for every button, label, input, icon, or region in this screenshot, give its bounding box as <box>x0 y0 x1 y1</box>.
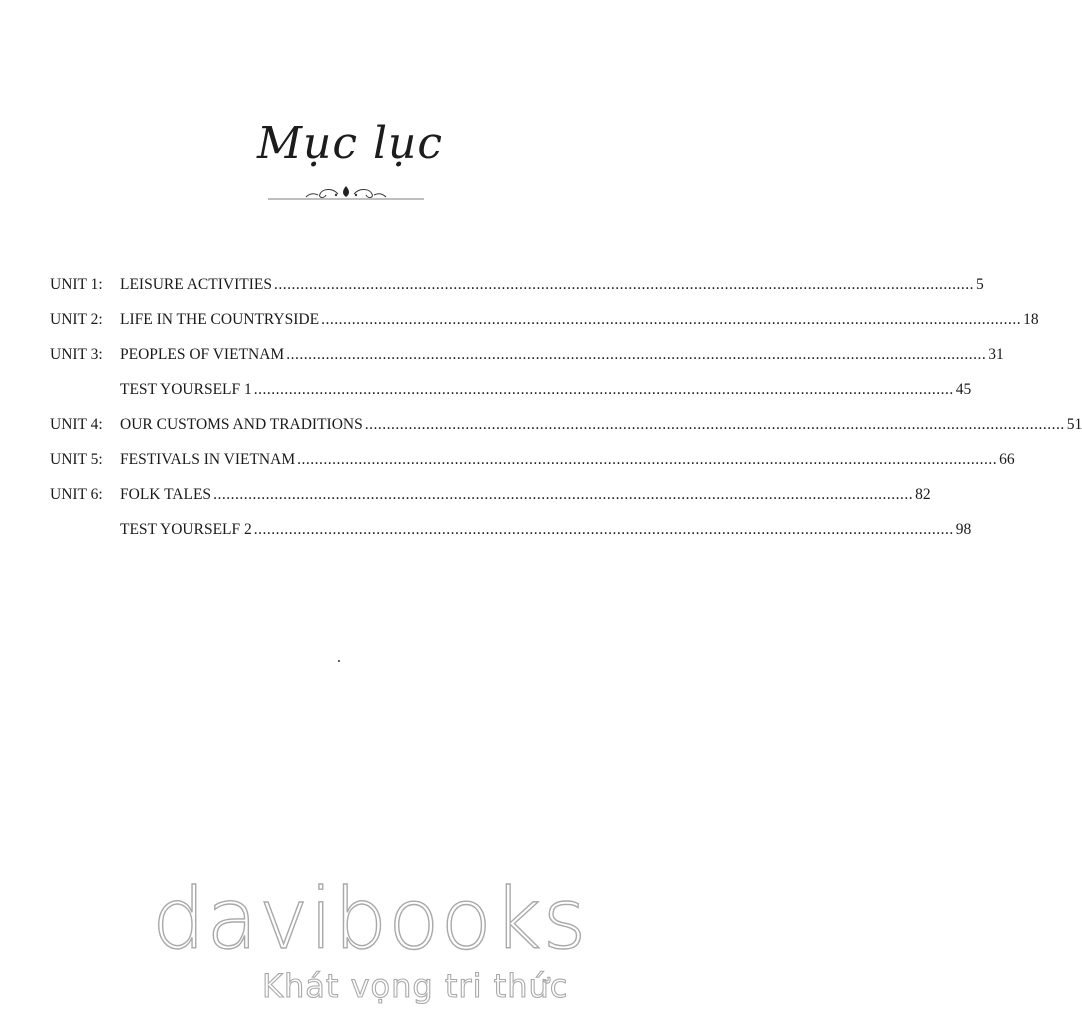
table-of-contents <box>50 276 1082 556</box>
toc-dot-leader: ................................................................................................................................................................ <box>297 451 998 468</box>
toc-dot-leader: ................................................................................................................................................................ <box>213 486 914 503</box>
toc-entry-unit-2[interactable] <box>50 311 1039 346</box>
toc-dot-leader: ................................................................................................................................................................ <box>253 521 954 538</box>
toc-title: TEST YOURSELF 2 <box>120 521 252 538</box>
toc-unit-label: UNIT 2: <box>50 311 103 328</box>
toc-page-number: 31 <box>988 346 1004 363</box>
toc-entry-unit-5[interactable] <box>50 451 1015 486</box>
toc-dot-leader: ................................................................................................................................................................ <box>364 416 1065 433</box>
toc-dot-leader: ................................................................................................................................................................ <box>321 311 1022 328</box>
page-title: Mục lục <box>256 118 444 169</box>
toc-entry-test-yourself-2[interactable] <box>50 521 972 556</box>
toc-dot-leader: ................................................................................................................................................................ <box>273 276 974 293</box>
toc-page-number: 66 <box>999 451 1015 468</box>
toc-title: FOLK TALES <box>120 486 212 503</box>
toc-entry-unit-1[interactable] <box>50 276 984 311</box>
toc-page-number: 45 <box>955 381 972 398</box>
watermark-slogan: Khát vọng tri thức <box>262 967 569 1005</box>
toc-page-number: 82 <box>915 486 931 503</box>
toc-page-number: 18 <box>1023 311 1039 328</box>
toc-unit-label: UNIT 6: <box>50 486 103 503</box>
watermark <box>0 870 700 1010</box>
toc-entry-unit-3[interactable] <box>50 346 1004 381</box>
toc-dot-leader: ................................................................................................................................................................ <box>253 381 954 398</box>
toc-title: LEISURE ACTIVITIES <box>120 276 272 293</box>
toc-title: TEST YOURSELF 1 <box>120 381 252 398</box>
toc-unit-label: UNIT 4: <box>50 416 103 433</box>
toc-title: LIFE IN THE COUNTRYSIDE <box>120 311 320 328</box>
toc-unit-label: UNIT 1: <box>50 276 103 293</box>
toc-unit-label: UNIT 5: <box>50 451 103 468</box>
toc-dot-leader: ................................................................................................................................................................ <box>286 346 987 363</box>
toc-title: FESTIVALS IN VIETNAM <box>120 451 296 468</box>
toc-title: PEOPLES OF VIETNAM <box>120 346 285 363</box>
toc-unit-label: UNIT 3: <box>50 346 103 363</box>
title-ornament <box>268 182 424 204</box>
toc-page-number: 98 <box>955 521 972 538</box>
stray-dot <box>338 660 340 662</box>
toc-entry-test-yourself-1[interactable] <box>50 381 972 416</box>
toc-title: OUR CUSTOMS AND TRADITIONS <box>120 416 363 433</box>
watermark-brand: davibooks <box>152 870 588 968</box>
toc-entry-unit-6[interactable] <box>50 486 931 521</box>
toc-page-number: 51 <box>1066 416 1082 433</box>
toc-entry-unit-4[interactable] <box>50 416 1082 451</box>
toc-page-number: 5 <box>975 276 984 293</box>
